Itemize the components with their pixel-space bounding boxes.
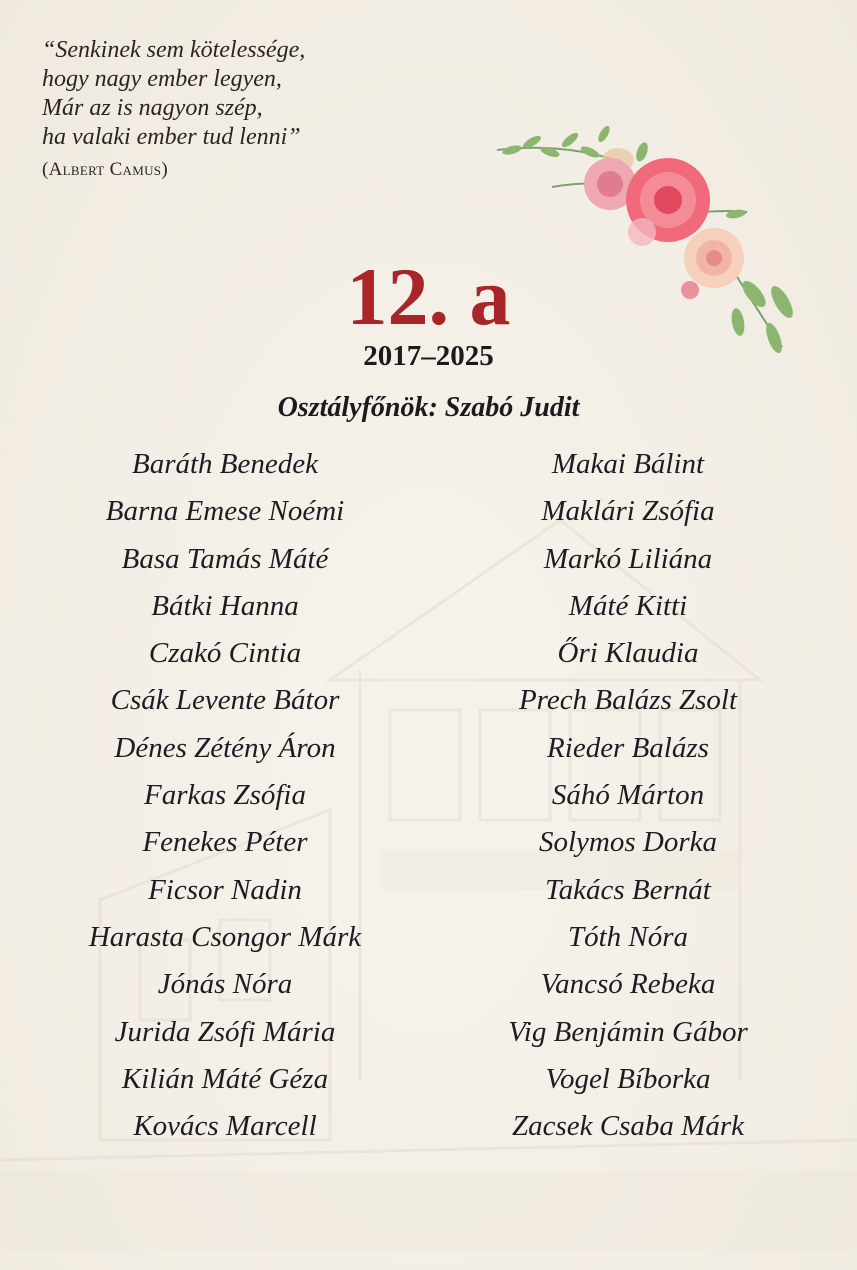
student-name: Basa Tamás Máté bbox=[121, 542, 329, 575]
student-name: Máté Kitti bbox=[568, 589, 688, 622]
student-name: Őri Klaudia bbox=[557, 637, 699, 670]
student-name: Zacsek Csaba Márk bbox=[512, 1110, 744, 1143]
student-name: Kovács Marcell bbox=[133, 1110, 317, 1143]
quote-line: “Senkinek sem kötelessége, bbox=[42, 37, 306, 63]
student-name: Kilián Máté Géza bbox=[121, 1062, 329, 1095]
student-name: Makai Bálint bbox=[551, 448, 705, 480]
student-name: Vancsó Rebeka bbox=[540, 968, 716, 1001]
student-name: Fenekes Péter bbox=[142, 826, 308, 859]
student-list-left bbox=[15, 442, 435, 1151]
student-name: Tóth Nóra bbox=[567, 920, 689, 953]
class-title: 12. a bbox=[346, 251, 511, 342]
student-name: Jónás Nóra bbox=[157, 968, 293, 1001]
student-name: Harasta Csongor Márk bbox=[88, 920, 362, 953]
student-name: Bátki Hanna bbox=[151, 589, 299, 622]
student-name: Maklári Zsófia bbox=[541, 495, 715, 528]
student-name: Baráth Benedek bbox=[131, 448, 318, 480]
student-name: Farkas Zsófia bbox=[144, 779, 306, 812]
student-name: Rieder Balázs bbox=[547, 731, 709, 764]
student-name: Ficsor Nadin bbox=[148, 873, 302, 906]
student-name: Dénes Zétény Áron bbox=[114, 731, 336, 764]
student-name: Takács Bernát bbox=[545, 873, 711, 906]
quote-block bbox=[42, 36, 305, 184]
student-name: Vig Benjámin Gábor bbox=[508, 1015, 748, 1048]
student-name: Markó Liliána bbox=[543, 542, 713, 575]
student-name: Sáhó Márton bbox=[551, 779, 705, 812]
student-name: Prech Balázs Zsolt bbox=[518, 684, 738, 717]
quote-line: Már az is nagyon szép, bbox=[42, 95, 263, 121]
student-name: Csák Levente Bátor bbox=[110, 684, 340, 717]
class-years: 2017–2025 bbox=[363, 340, 494, 372]
class-teacher: Osztályfőnök: Szabó Judit bbox=[277, 392, 580, 423]
student-list-right bbox=[418, 442, 838, 1151]
student-name: Barna Emese Noémi bbox=[105, 495, 345, 528]
quote-author: (Albert Camus) bbox=[42, 159, 168, 180]
student-name: Solymos Dorka bbox=[538, 826, 717, 859]
student-name: Czakó Cintia bbox=[148, 637, 302, 670]
quote-line: hogy nagy ember legyen, bbox=[42, 66, 282, 92]
student-name: Jurida Zsófi Mária bbox=[114, 1015, 336, 1048]
quote-line: ha valaki ember tud lenni” bbox=[42, 124, 301, 150]
student-name: Vogel Bíborka bbox=[545, 1062, 711, 1095]
